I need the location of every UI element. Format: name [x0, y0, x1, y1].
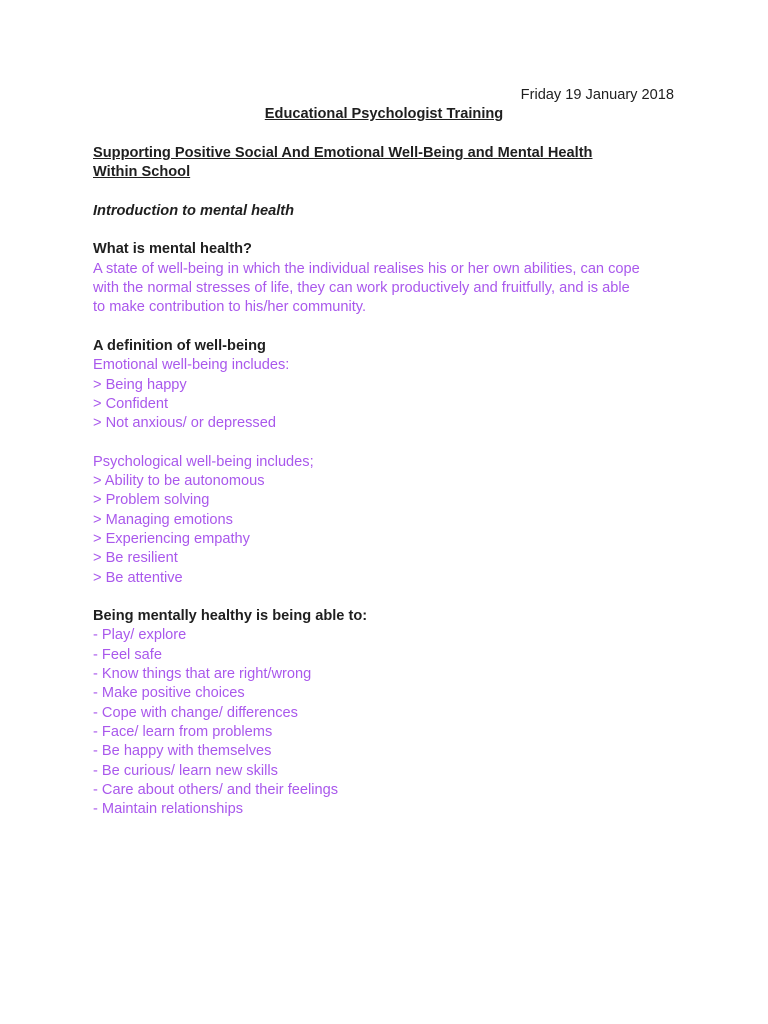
list-item: - Maintain relationships — [93, 801, 244, 818]
list-item: > Not anxious/ or depressed — [93, 415, 276, 432]
mentally-healthy-heading: Being mentally healthy is being able to: — [93, 608, 368, 625]
list-item: > Be attentive — [93, 569, 183, 586]
list-item: - Play/ explore — [93, 627, 187, 644]
definition-line: to make contribution to his/her community. — [93, 299, 367, 316]
list-item: - Be curious/ learn new skills — [93, 762, 278, 779]
list-item: > Problem solving — [93, 492, 210, 509]
wellbeing-heading: A definition of well-being — [93, 337, 266, 354]
intro-heading: Introduction to mental health — [93, 202, 295, 219]
list-item: - Know things that are right/wrong — [93, 666, 312, 683]
list-item: - Make positive choices — [93, 685, 245, 702]
subtitle-line: Within School — [93, 164, 191, 181]
list-item: > Experiencing empathy — [93, 530, 250, 547]
mental-health-heading: What is mental health? — [93, 241, 252, 258]
psychological-intro: Psychological well-being includes; — [93, 453, 314, 470]
definition-line: A state of well-being in which the individual realises his or her own abilities, can cope — [93, 260, 640, 277]
list-item: > Ability to be autonomous — [93, 473, 265, 490]
definition-line: with the normal stresses of life, they can work productively and fruitfully, and is able — [93, 280, 630, 297]
document-body — [93, 144, 683, 819]
list-item: - Cope with change/ differences — [93, 704, 298, 721]
document-date: Friday 19 January 2018 — [520, 87, 674, 103]
emotional-intro: Emotional well-being includes: — [93, 357, 290, 374]
list-item: > Confident — [93, 395, 169, 412]
list-item: - Be happy with themselves — [93, 743, 272, 760]
list-item: > Managing emotions — [93, 511, 233, 528]
document-subtitle — [93, 144, 683, 183]
list-item: > Be resilient — [93, 550, 178, 567]
psychological-wellbeing-list — [93, 453, 683, 588]
list-item: > Being happy — [93, 376, 187, 393]
mentally-healthy-list — [93, 626, 683, 819]
emotional-wellbeing-list — [93, 356, 683, 433]
mental-health-definition — [93, 260, 683, 318]
document-title: Educational Psychologist Training — [264, 106, 504, 122]
list-item: - Face/ learn from problems — [93, 723, 273, 740]
list-item: - Feel safe — [93, 646, 162, 663]
list-item: - Care about others/ and their feelings — [93, 781, 338, 798]
subtitle-line: Supporting Positive Social And Emotional Well-Being and Mental Health — [93, 145, 593, 161]
